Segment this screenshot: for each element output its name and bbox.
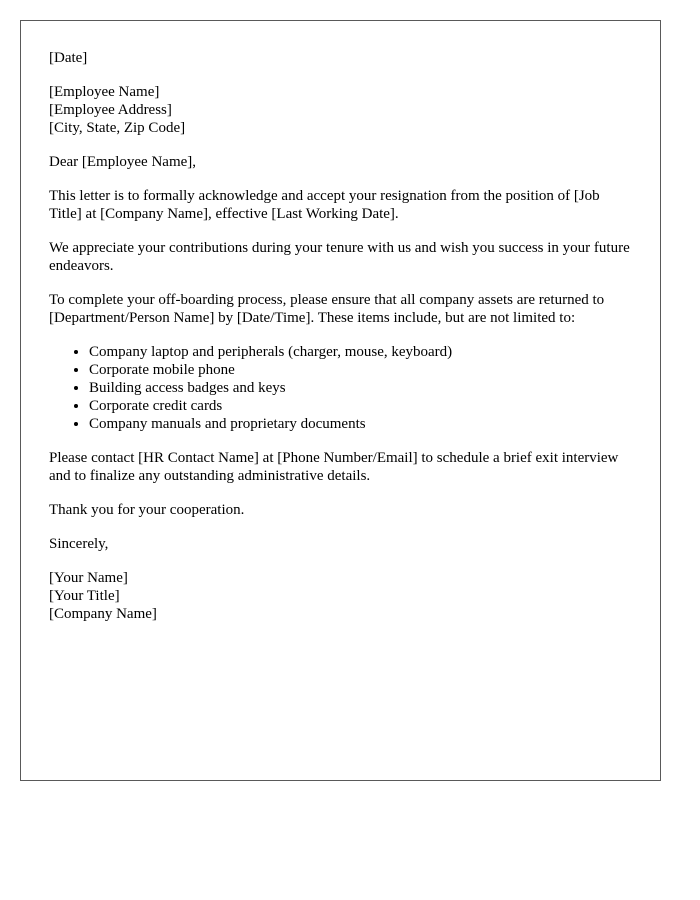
list-item: • Corporate credit cards: [89, 397, 632, 415]
paragraph-offboarding: To complete your off-boarding process, please ensure that all company assets are returned to [Department/Person Name] by [Date/Time]. These items include, but are not limited to:: [49, 292, 605, 326]
closing-line: Sincerely,: [49, 536, 109, 552]
recipient-name: [Employee Name]: [49, 84, 160, 100]
signature-name: [Your Name]: [49, 570, 128, 586]
list-item: • Company manuals and proprietary documents: [89, 415, 632, 433]
list-item: • Corporate mobile phone: [89, 361, 632, 379]
salutation: Dear [Employee Name],: [49, 154, 197, 170]
paragraph-contact: Please contact [HR Contact Name] at [Phone Number/Email] to schedule a brief exit interview and to finalize any outstanding administrative details.: [49, 450, 619, 484]
letter-document: [20, 20, 661, 781]
list-item: • Building access badges and keys: [89, 379, 632, 397]
list-item: • Company laptop and peripherals (charger, mouse, keyboard): [89, 343, 632, 361]
signature-title: [Your Title]: [49, 588, 120, 604]
paragraph-appreciation: We appreciate your contributions during your tenure with us and wish you success in your future endeavors.: [49, 240, 630, 274]
recipient-city-state-zip: [City, State, Zip Code]: [49, 120, 186, 136]
recipient-address: [Employee Address]: [49, 102, 172, 118]
thanks-line: Thank you for your cooperation.: [49, 502, 245, 518]
signature-block: [49, 569, 632, 623]
paragraph-acknowledgement: This letter is to formally acknowledge and accept your resignation from the position of [Job Title] at [Company Name], effective [Last Working Date].: [49, 188, 600, 222]
letter-date: [Date]: [49, 50, 88, 66]
asset-list: [49, 343, 632, 433]
signature-company: [Company Name]: [49, 606, 157, 622]
recipient-address-block: [49, 83, 632, 137]
